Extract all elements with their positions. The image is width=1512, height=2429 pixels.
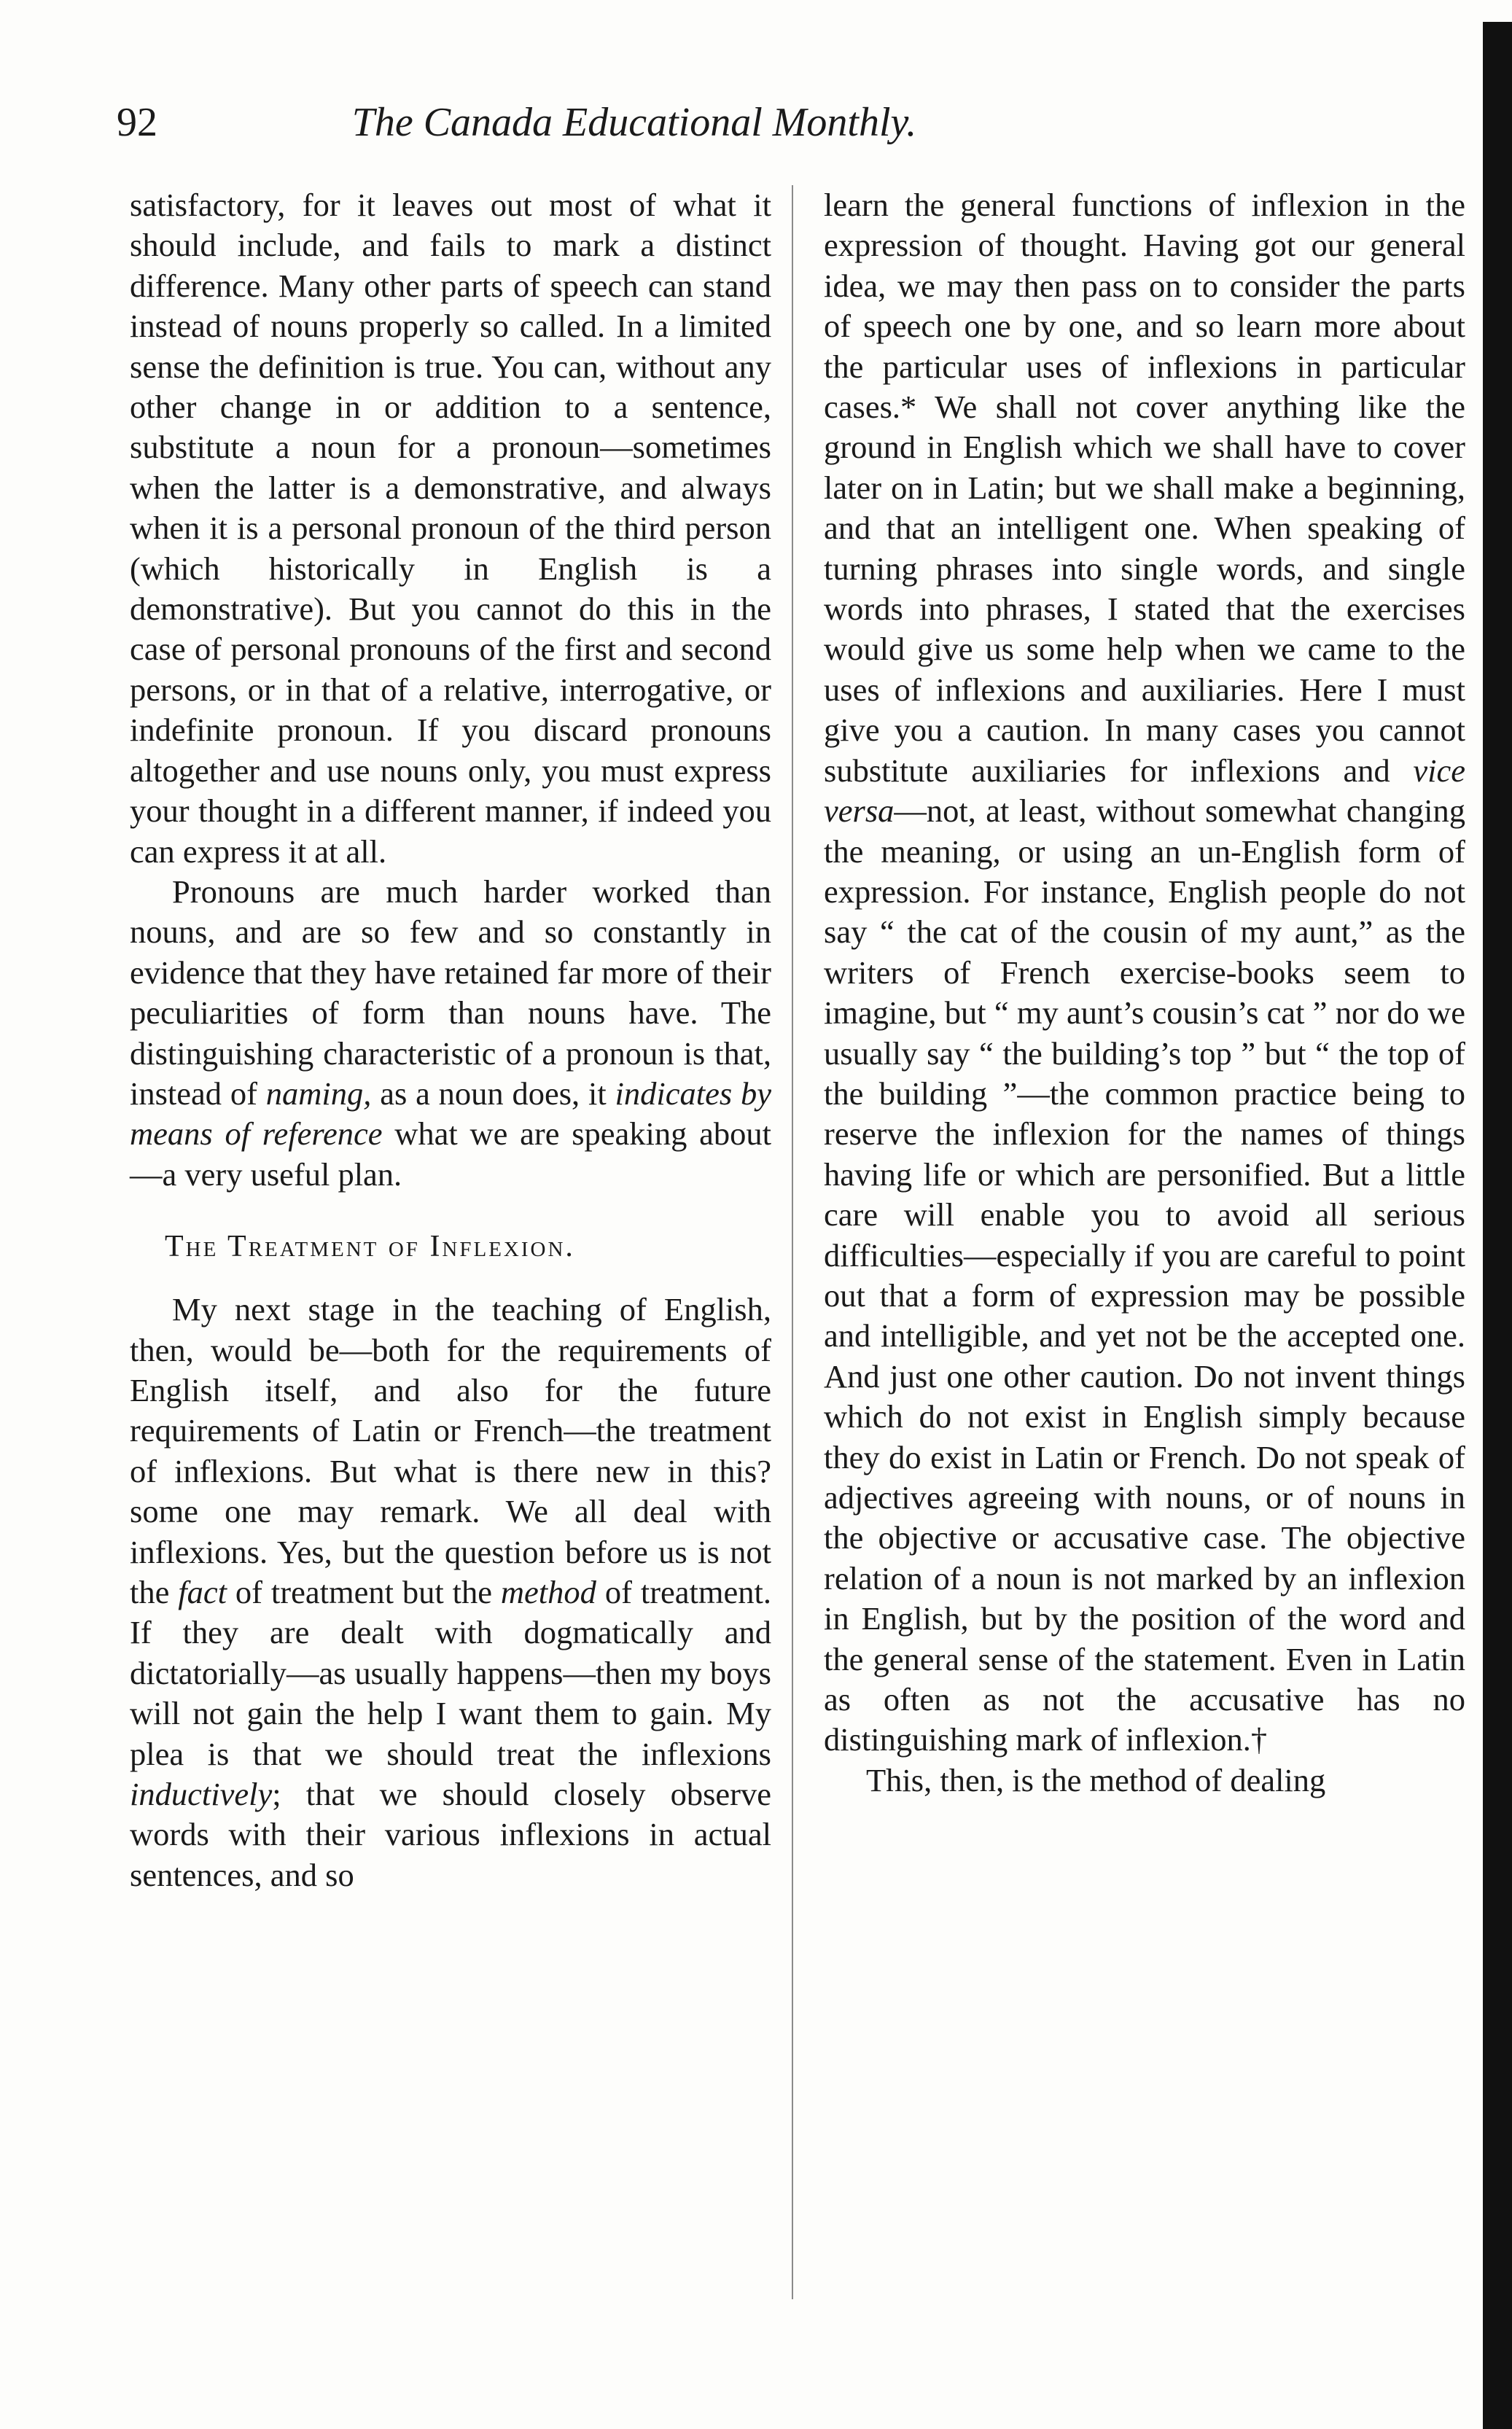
page-header <box>117 93 1152 152</box>
right-column <box>824 185 1465 1801</box>
running-title: The Canada Educational Monthly. <box>351 100 917 145</box>
italic-text: inductively <box>130 1776 273 1813</box>
text-run: of treatment. If they are dealt with dogmatically and dictatorially—as usually happens—then my boys will not gain the help I want them to gain. My plea is that we should treat the inflexions <box>130 1574 771 1772</box>
paragraph <box>130 872 771 1195</box>
section-heading: The Treatment of Inflexion. <box>165 1230 575 1264</box>
column-divider <box>792 185 793 2299</box>
page-number: 92 <box>117 100 157 145</box>
italic-text: vice versa <box>824 752 1465 830</box>
scan-edge-shadow <box>1483 22 1512 2429</box>
italic-text: naming, <box>265 1075 372 1112</box>
italic-text: method <box>500 1574 596 1610</box>
text-run: My next stage in the teaching of English, then, would be—both for the requirements of English itself, and also for the future requirements of Latin or French—the treatment of inflexions. But what is there new in this? some one may remark. We all deal with inflexions. Yes, but the question before us is not the <box>130 1291 771 1610</box>
italic-text: fact <box>178 1574 227 1610</box>
paragraph <box>824 185 1465 1761</box>
text-run: as a noun does, it <box>371 1075 615 1112</box>
paragraph <box>130 1290 771 1895</box>
italic-text: indicates by means of reference <box>130 1075 771 1153</box>
text-run: Pronouns are much harder worked than nouns, and are so few and so constantly in evidence that they have retained far more of their peculiarities of form than nouns have. The distinguishing characteristic of a pronoun is that, instead of <box>130 873 771 1112</box>
text-run: —not, at least, without somewhat changing the meaning, or using an un-English form of expression. For instance, English people do not say “ the cat of the cousin of my aunt,” as the writers of French exercise-books seem to imagine, but “ my aunt’s cousin’s cat ” nor do we usually say “ the building’s top ” but “ the top of the building ”—the common practice being to reserve the inflexion for the names of things having life or which are personified. But a little care will enable you to avoid all serious difficulties—especially if you are careful to point out that a form of expression may be possible and intelligible, and yet not be the accepted one. And just one other caution. Do not invent things which do not exist in English simply because they do exist in Latin or French. Do not speak of adjectives agreeing with nouns, or of nouns in the objective or accusative case. The objective relation of a noun is not marked by an inflexion in English, but by the position of the word and the general sense of the statement. Even in Latin as often as not the accusative has no distinguishing mark of inflexion.† <box>824 792 1465 1758</box>
paragraph: This, then, is the method of dealing <box>866 1761 1326 1798</box>
paragraph: satisfactory, for it leaves out most of what it should include, and fails to mark a distinct difference. Many other parts of speech can stand instead of nouns properly so called. In a limited sense the definition is true. You can, without any other change in or addition to a sentence, substitute a noun for a pronoun—sometimes when the latter is a demonstrative, and always when it is a personal pronoun of the third person (which historically in English is a demonstrative). But you cannot do this in the case of personal pronouns of the first and second persons, or in that of a relative, interrogative, or indefinite pronoun. If you discard pronouns altogether and use nouns only, you must express your thought in a different manner, if indeed you can express it at all. <box>130 187 771 870</box>
text-run: learn the general functions of inflexion in the expression of thought. Having got our general idea, we may then pass on to consider the parts of speech one by one, and so learn more about the particular uses of inflexions in particular cases.* We shall not cover anything like the ground in English which we shall have to cover later on in Latin; but we shall make a beginning, and that an intelligent one. When speaking of turning phrases into single words, and single words into phrases, I stated that the exercises would give us some help when we came to the uses of inflexions and auxiliaries. Here I must give you a caution. In many cases you cannot substitute auxiliaries for inflexions and <box>824 187 1465 789</box>
text-run: what we are speaking about—a very useful plan. <box>130 1115 771 1193</box>
left-column <box>130 185 771 1895</box>
text-run: of treatment but the <box>227 1574 501 1610</box>
text-run: ; that we should closely observe words with their various inflexions in actual sentences, and so <box>130 1776 771 1893</box>
